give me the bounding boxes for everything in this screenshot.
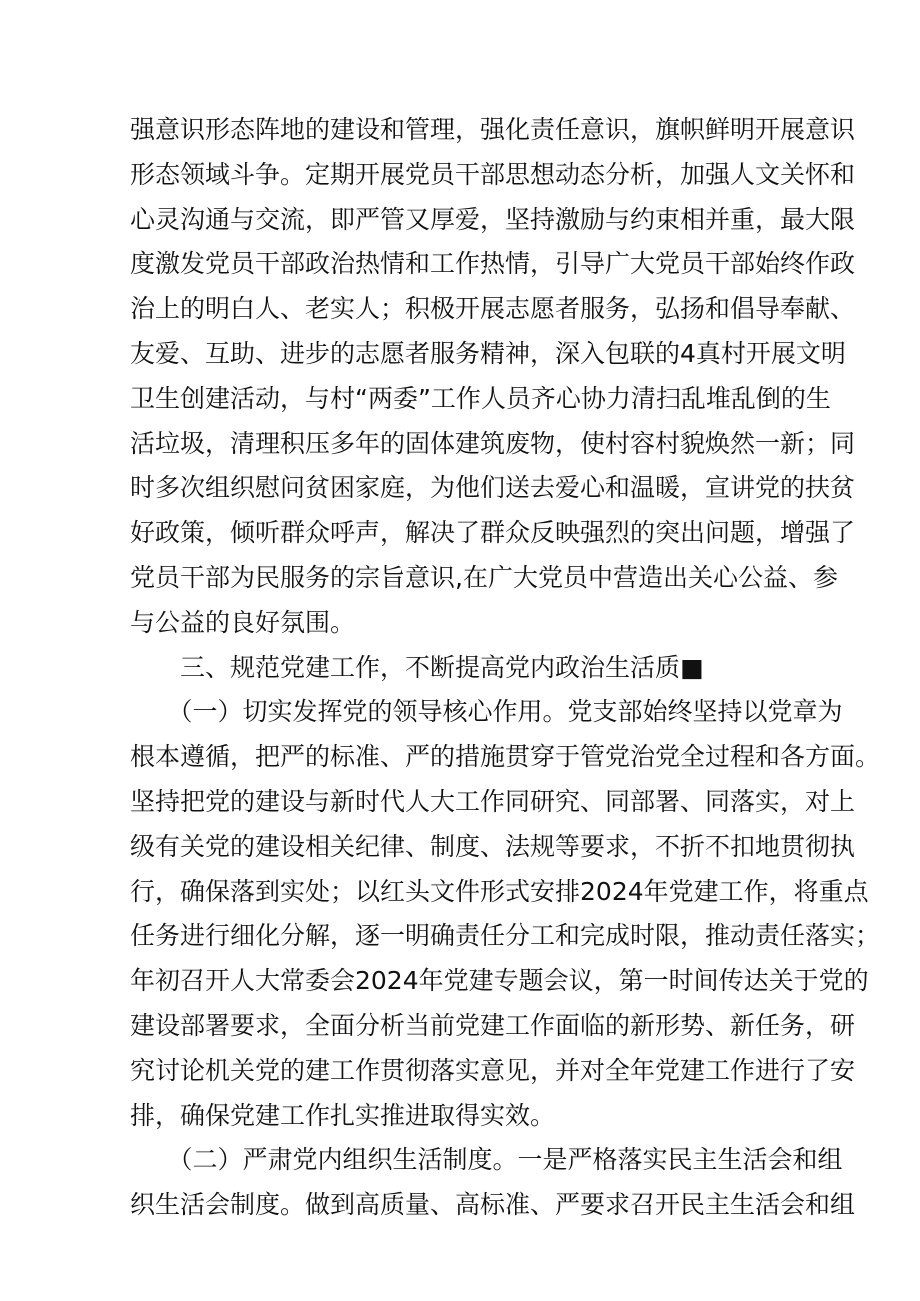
text-line: 究讨论机关党的建工作贯彻落实意见，并对全年党建工作进行了安 bbox=[130, 1055, 856, 1085]
text-line: 级有关党的建设相关纪律、制度、法规等要求，不折不扣地贯彻执 bbox=[130, 831, 856, 861]
text-line: 心灵沟通与交流，即严管又厚爱，坚持激励与约束相并重，最大限 bbox=[130, 204, 856, 234]
text-line: 好政策，倾听群众呼声，解决了群众反映强烈的突出问题，增强了 bbox=[130, 518, 856, 548]
text-line: （一）切实发挥党的领导核心作用。党支部始终坚持以党章为 bbox=[130, 697, 843, 727]
text-line: 任务进行细化分解，逐一明确责任分工和完成时限，推动责任落实； bbox=[130, 921, 881, 951]
text-line: （二）严肃党内组织生活制度。一是严格落实民主生活会和组 bbox=[130, 1145, 843, 1175]
text-line: 织生活会制度。做到高质量、高标准、严要求召开民主生活会和组 bbox=[130, 1190, 856, 1220]
text-line: 强意识形态阵地的建设和管理，强化责任意识，旗帜鲜明开展意识 bbox=[130, 115, 856, 144]
text-line: 坚持把党的建设与新时代人大工作同研究、同部署、同落实，对上 bbox=[130, 786, 856, 816]
text-line: 度激发党员干部政治热情和工作热情，引导广大党员干部始终作政 bbox=[130, 249, 856, 279]
document-body bbox=[130, 108, 881, 1228]
text-line: 治上的明白人、老实人；积极开展志愿者服务，弘扬和倡导奉献、 bbox=[130, 294, 856, 324]
text-line: 建设部署要求，全面分析当前党建工作面临的新形势、新任务，研 bbox=[130, 1010, 856, 1040]
text-line: 年初召开人大常委会2024年党建专题会议，第一时间传达关于党的 bbox=[130, 966, 869, 996]
text-line: 与公益的良好氛围。 bbox=[130, 607, 356, 637]
section-heading: 三、规范党建工作，不断提高党内政治生活质■ bbox=[130, 652, 704, 682]
text-line: 形态领域斗争。定期开展党员干部思想动态分析，加强人文关怀和 bbox=[130, 159, 856, 189]
text-line: 时多次组织慰问贫困家庭，为他们送去爱心和温暖，宣讲党的扶贫 bbox=[130, 473, 856, 503]
text-line: 党员干部为民服务的宗旨意识,在广大党员中营造出关心公益、参 bbox=[130, 562, 838, 592]
text-line: 卫生创建活动，与村“两委”工作人员齐心协力清扫乱堆乱倒的生 bbox=[130, 383, 831, 413]
text-line: 行，确保落到实处；以红头文件形式安排2024年党建工作，将重点 bbox=[130, 876, 869, 906]
text-line: 友爱、互助、进步的志愿者服务精神，深入包联的4真村开展文明 bbox=[130, 338, 846, 368]
text-line: 活垃圾，清理积压多年的固体建筑废物，使村容村貌焕然一新；同 bbox=[130, 428, 856, 458]
text-line: 根本遵循，把严的标准、严的措施贯穿于管党治党全过程和各方面。 bbox=[130, 742, 881, 772]
text-line: 排，确保党建工作扎实推进取得实效。 bbox=[130, 1100, 556, 1130]
